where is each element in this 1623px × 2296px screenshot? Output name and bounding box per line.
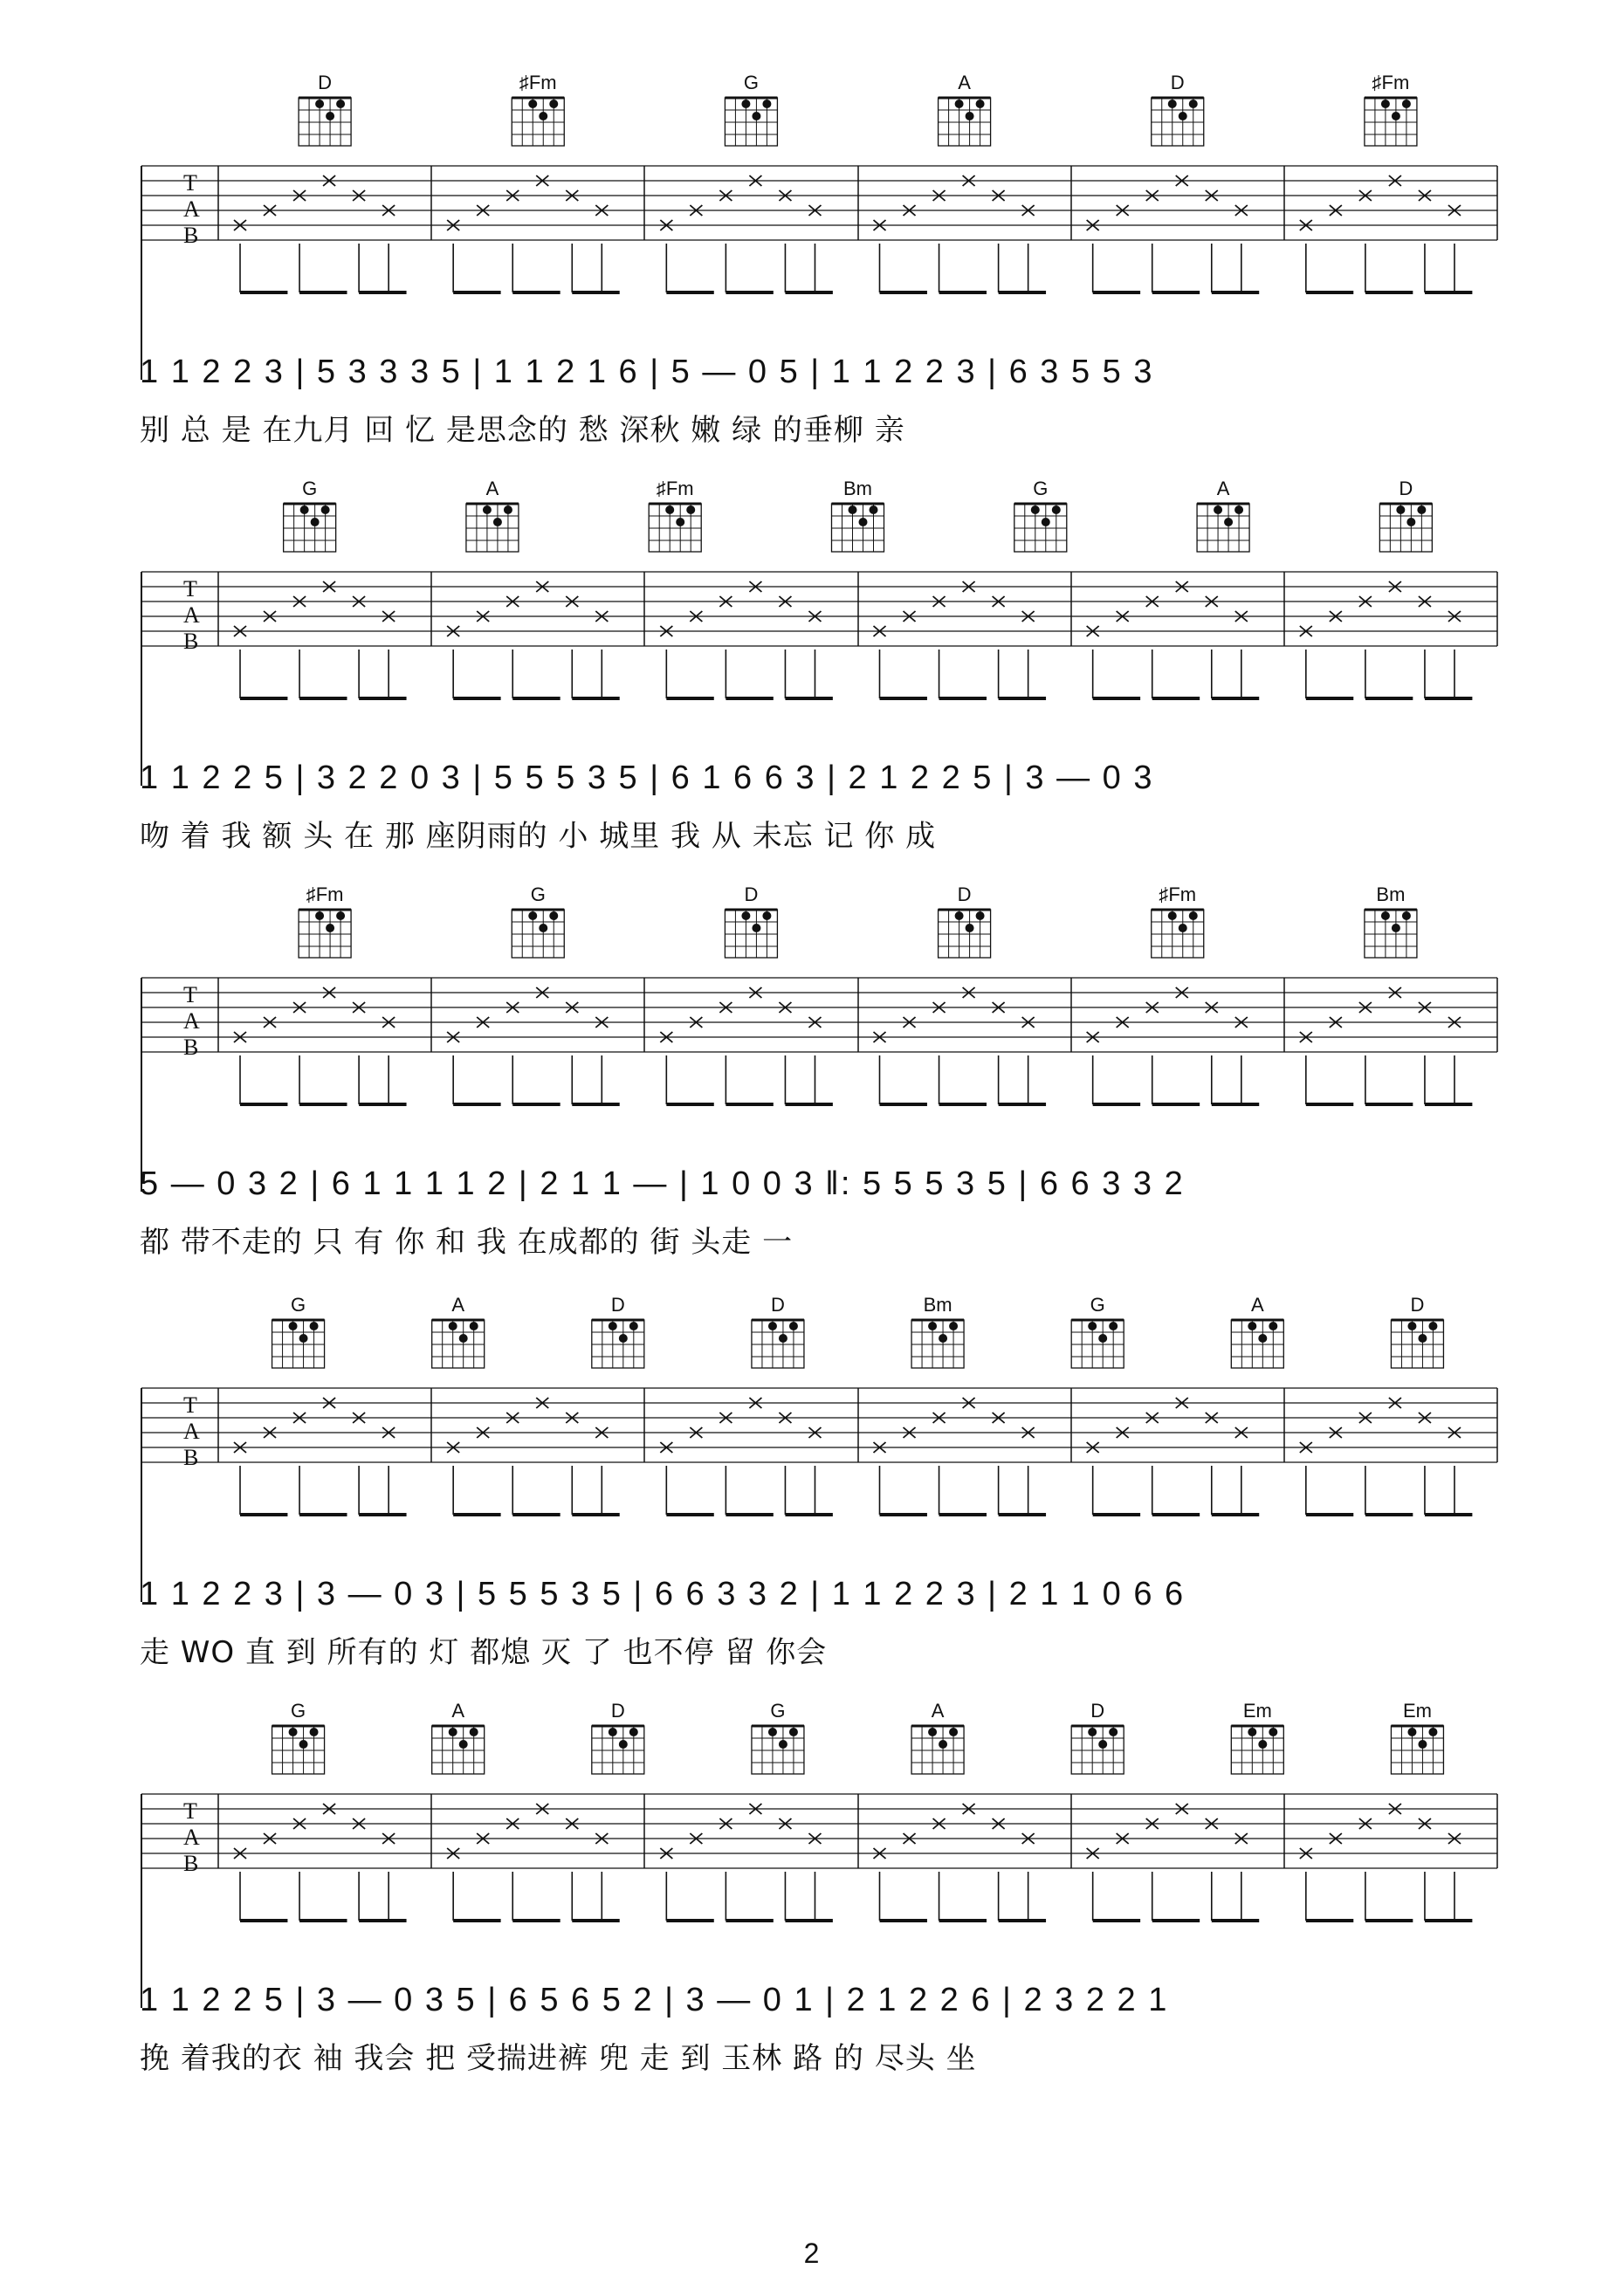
chord-diagram — [466, 478, 519, 552]
chord-diagram — [752, 1700, 804, 1774]
chord-name: ♯Fm — [306, 883, 344, 905]
chord-name: ♯Fm — [519, 72, 557, 93]
svg-text:B: B — [183, 629, 199, 654]
lyrics-line: 挽 着我的衣 袖 我会 把 受揣进裤 兜 走 到 玉林 路 的 尽头 坐 — [140, 2041, 977, 2076]
jianpu-notation: 5 — 0 3 2 | 6 1 1 1 1 2 | 2 1 1 — | 1 0 0 3 ‖: 5 5 5 3 5 | 6 6 3 3 2 — [140, 1165, 1185, 1202]
chord-diagram — [649, 478, 701, 552]
chord-diagram — [725, 883, 777, 958]
chord-diagram — [1231, 1700, 1283, 1774]
lyrics-line: 都 带不走的 只 有 你 和 我 在成都的 街 头走 一 — [140, 1225, 794, 1260]
chord-diagram — [272, 1700, 325, 1774]
tab-staff — [0, 864, 1623, 1275]
chord-name: G — [1033, 478, 1049, 499]
chord-name: D — [318, 72, 333, 93]
tab-staff — [0, 52, 1623, 463]
chord-diagram — [1152, 72, 1204, 146]
jianpu-notation: 1 1 2 2 5 | 3 2 2 0 3 | 5 5 5 3 5 | 6 1 6 6 3 | 2 1 2 2 5 | 3 — 0 3 — [140, 760, 1154, 796]
chord-name: G — [291, 1294, 306, 1316]
jianpu-notation: 1 1 2 2 3 | 5 3 3 3 5 | 1 1 2 1 6 | 5 — 0 5 | 1 1 2 2 3 | 6 3 5 5 3 — [140, 354, 1154, 390]
jianpu-notation: 1 1 2 2 3 | 3 — 0 3 | 5 5 5 3 5 | 6 6 3 3 2 | 1 1 2 2 3 | 2 1 1 0 6 6 — [140, 1576, 1186, 1612]
chord-diagram — [1391, 1700, 1443, 1774]
music-system — [0, 864, 1623, 1275]
chord-diagram — [1197, 478, 1249, 552]
chord-diagram — [299, 72, 351, 146]
chord-name: ♯Fm — [656, 478, 694, 499]
chord-diagram — [911, 1294, 964, 1368]
chord-diagram — [592, 1294, 644, 1368]
svg-text:A: A — [183, 1008, 200, 1034]
chord-name: D — [770, 1294, 785, 1316]
svg-text:B: B — [183, 1445, 199, 1470]
chord-name: A — [1250, 1294, 1264, 1316]
chord-name: A — [485, 478, 499, 499]
chord-name: Em — [1242, 1700, 1272, 1722]
chord-name: G — [291, 1700, 306, 1722]
tab-staff — [0, 1275, 1623, 1685]
lyrics-line: 别 总 是 在九月 回 忆 是思念的 愁 深秋 嫩 绿 的垂柳 亲 — [140, 413, 905, 448]
chord-diagram — [512, 72, 564, 146]
music-system — [0, 458, 1623, 869]
chord-diagram — [752, 1294, 804, 1368]
svg-text:T: T — [183, 170, 197, 196]
svg-text:T: T — [183, 1798, 197, 1824]
page-number: 2 — [803, 2238, 820, 2269]
chord-diagram — [939, 72, 991, 146]
svg-text:A: A — [183, 1825, 200, 1850]
svg-text:A: A — [183, 196, 200, 222]
chord-diagram — [911, 1700, 964, 1774]
chord-diagram — [939, 883, 991, 958]
chord-name: G — [530, 883, 546, 905]
lyrics-line: 走 WO 直 到 所有的 灯 都熄 灭 了 也不停 留 你会 — [140, 1635, 828, 1670]
svg-text:T: T — [183, 1392, 197, 1418]
chord-diagram — [284, 478, 336, 552]
chord-diagram — [832, 478, 884, 552]
chord-diagram — [432, 1700, 485, 1774]
chord-diagram — [1014, 478, 1067, 552]
chord-name: Bm — [843, 478, 872, 499]
chord-diagram — [725, 72, 777, 146]
chord-diagram — [1379, 478, 1432, 552]
music-system — [0, 52, 1623, 463]
chord-name: A — [1216, 478, 1230, 499]
svg-text:B: B — [183, 1851, 199, 1876]
chord-name: A — [451, 1294, 465, 1316]
svg-text:B: B — [183, 1035, 199, 1060]
svg-text:T: T — [183, 982, 197, 1007]
chord-diagram — [1231, 1294, 1283, 1368]
chord-name: ♯Fm — [1372, 72, 1410, 93]
lyrics-line: 吻 着 我 额 头 在 那 座阴雨的 小 城里 我 从 未忘 记 你 成 — [140, 819, 937, 854]
svg-text:A: A — [183, 1419, 200, 1444]
chord-diagram — [299, 883, 351, 958]
chord-name: D — [744, 883, 759, 905]
chord-name: ♯Fm — [1159, 883, 1197, 905]
chord-name: G — [302, 478, 318, 499]
chord-name: D — [1410, 1294, 1425, 1316]
chord-name: D — [610, 1700, 625, 1722]
chord-name: Bm — [1376, 883, 1406, 905]
svg-text:B: B — [183, 223, 199, 248]
chord-name: D — [610, 1294, 625, 1316]
chord-name: A — [958, 72, 971, 93]
chord-diagram — [512, 883, 564, 958]
chord-diagram — [1071, 1294, 1124, 1368]
jianpu-notation: 1 1 2 2 5 | 3 — 0 3 5 | 6 5 6 5 2 | 3 — 0 1 | 2 1 2 2 6 | 2 3 2 2 1 — [140, 1982, 1169, 2018]
chord-diagram — [1152, 883, 1204, 958]
chord-name: G — [770, 1700, 786, 1722]
chord-name: Em — [1402, 1700, 1432, 1722]
chord-diagram — [1391, 1294, 1443, 1368]
music-system — [0, 1275, 1623, 1685]
tab-staff — [0, 458, 1623, 869]
svg-text:T: T — [183, 576, 197, 601]
chord-name: G — [1090, 1294, 1105, 1316]
svg-text:A: A — [183, 602, 200, 628]
chord-name: Bm — [923, 1294, 952, 1316]
tab-staff — [0, 1681, 1623, 2091]
chord-name: D — [1170, 72, 1185, 93]
chord-diagram — [1365, 72, 1417, 146]
chord-diagram — [432, 1294, 485, 1368]
music-system — [0, 1681, 1623, 2091]
chord-name: G — [743, 72, 759, 93]
chord-name: A — [451, 1700, 465, 1722]
chord-diagram — [592, 1700, 644, 1774]
chord-name: D — [1090, 1700, 1105, 1722]
chord-diagram — [1071, 1700, 1124, 1774]
chord-name: A — [931, 1700, 945, 1722]
chord-diagram — [272, 1294, 325, 1368]
chord-name: D — [1399, 478, 1413, 499]
chord-diagram — [1365, 883, 1417, 958]
chord-name: D — [957, 883, 972, 905]
